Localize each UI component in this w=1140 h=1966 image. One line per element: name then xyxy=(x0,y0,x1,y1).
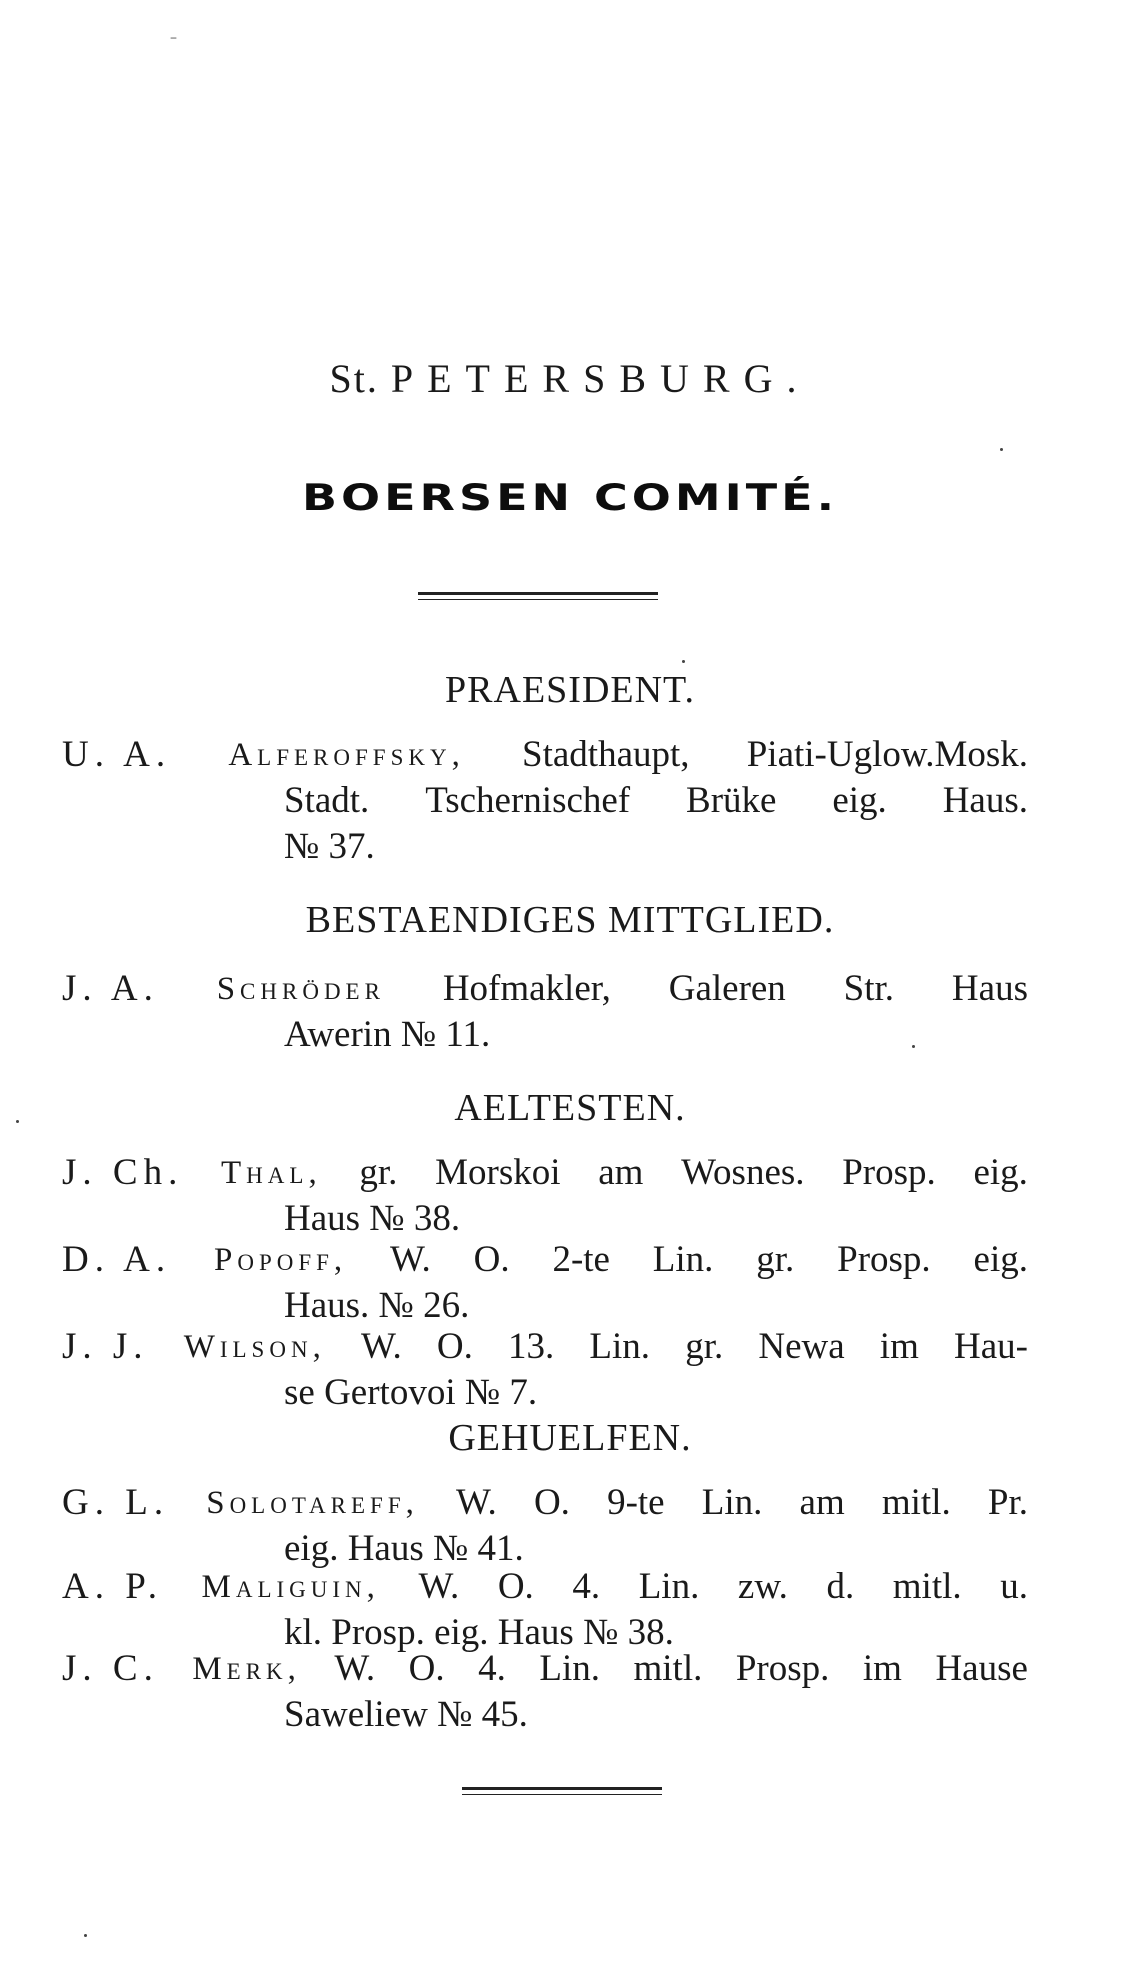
entry-line: Haus № 38. xyxy=(284,1198,461,1239)
entry-word: Haus xyxy=(951,968,1028,1009)
city-prefix: St. xyxy=(329,356,379,401)
entry-line: Awerin № 11. xyxy=(284,1014,491,1055)
entry-wilson xyxy=(62,1324,1028,1416)
entry-popoff xyxy=(62,1237,1028,1329)
entry-line xyxy=(62,1150,1028,1196)
print-speck xyxy=(912,1045,915,1048)
entry-surname: Thal, xyxy=(221,1155,322,1191)
entry-word: Lin. xyxy=(652,1239,714,1280)
entry-line: se Gertovoi № 7. xyxy=(284,1372,538,1413)
entry-word: eig. xyxy=(973,1239,1028,1280)
entry-word: Str. xyxy=(843,968,895,1009)
entry-line: Haus. № 26. xyxy=(284,1285,470,1326)
entry-line: Saweliew № 45. xyxy=(284,1694,528,1735)
entry-line xyxy=(62,966,1028,1012)
entry-line: № 37. xyxy=(284,826,375,867)
entry-line xyxy=(62,1646,1028,1692)
entry-word: Lin. xyxy=(589,1326,651,1367)
heading-praesident: PRAESIDENT. xyxy=(445,669,695,711)
entry-word: Lin. xyxy=(638,1566,700,1607)
entry-word: W. xyxy=(456,1482,497,1523)
entry-word: O. xyxy=(497,1566,534,1607)
entry-word: mitl. xyxy=(892,1566,962,1607)
entry-word: u. xyxy=(1000,1566,1028,1607)
entry-word: Prosp. xyxy=(842,1152,936,1193)
entry-line: eig. Haus № 41. xyxy=(284,1528,524,1569)
entry-word: 2-te xyxy=(552,1239,610,1280)
top-divider xyxy=(418,592,658,600)
entry-word: Prosp. xyxy=(837,1239,931,1280)
entry-word: Newa xyxy=(758,1326,845,1367)
entry-line xyxy=(62,1564,1028,1610)
heading-mitglied: BESTAENDIGES MITTGLIED. xyxy=(305,899,835,941)
entry-initials: U. A. xyxy=(62,734,172,775)
entry-word: Pr. xyxy=(987,1482,1028,1523)
print-speck xyxy=(16,1120,19,1123)
entry-word: O. xyxy=(533,1482,570,1523)
entry-word: 9-te xyxy=(607,1482,665,1523)
entry-word: O. xyxy=(473,1239,510,1280)
entry-word: O. xyxy=(408,1648,445,1689)
entry-surname: Merk, xyxy=(192,1651,301,1687)
entry-word: am xyxy=(799,1482,845,1523)
corner-mark: – xyxy=(170,30,177,46)
entry-word: Hause xyxy=(935,1648,1028,1689)
print-speck xyxy=(682,660,685,663)
entry-initials: J. A. xyxy=(62,968,159,1009)
entry-surname: Alferoffsky, xyxy=(228,737,465,773)
entry-line xyxy=(62,1324,1028,1370)
entry-word: Hau- xyxy=(954,1326,1028,1367)
entry-line xyxy=(62,1237,1028,1283)
bottom-divider xyxy=(462,1787,662,1795)
entry-alferoffsky xyxy=(62,732,1028,870)
entry-word: W. xyxy=(390,1239,431,1280)
entry-line: kl. Prosp. eig. Haus № 38. xyxy=(284,1612,674,1653)
entry-word: eig. xyxy=(973,1152,1028,1193)
heading-gehuelfen: GEHUELFEN. xyxy=(448,1417,692,1459)
entry-word: zw. xyxy=(737,1566,788,1607)
entry-word: im xyxy=(879,1326,919,1367)
entry-word: W. xyxy=(360,1326,402,1367)
entry-initials: A. P. xyxy=(62,1566,163,1607)
entry-word: W. xyxy=(334,1648,376,1689)
entry-word: Hofmakler, xyxy=(442,968,611,1009)
entry-surname: Wilson, xyxy=(183,1329,326,1365)
entry-line xyxy=(62,1480,1028,1526)
entry-initials: J. J. xyxy=(62,1326,149,1367)
entry-schroeder xyxy=(62,966,1028,1058)
entry-solotareff xyxy=(62,1480,1028,1572)
entry-word: Brüke xyxy=(686,780,777,821)
entry-word: Prosp. xyxy=(735,1648,830,1689)
entry-merk xyxy=(62,1646,1028,1738)
entry-initials: D. A. xyxy=(62,1239,172,1280)
print-speck xyxy=(84,1934,87,1937)
entry-word: 4. xyxy=(572,1566,601,1607)
city-name: PETERSBURG. xyxy=(390,356,811,401)
entry-initials: J. C. xyxy=(62,1648,159,1689)
entry-maliguin xyxy=(62,1564,1028,1656)
entry-word: Wosnes. xyxy=(681,1152,805,1193)
organization-title: BOERSEN COMITÉ. xyxy=(301,475,839,519)
entry-word: d. xyxy=(826,1566,855,1607)
entry-surname: Maliguin, xyxy=(201,1569,380,1605)
entry-initials: J. Ch. xyxy=(62,1152,184,1193)
entry-word: gr. xyxy=(685,1326,724,1367)
entry-word: im xyxy=(862,1648,902,1689)
entry-word: Lin. xyxy=(701,1482,763,1523)
entry-word: Tschernischef xyxy=(425,780,631,821)
entry-word: Lin. xyxy=(539,1648,600,1689)
entry-word: Haus. xyxy=(942,780,1028,821)
entry-word: eig. xyxy=(832,780,887,821)
entry-word: 13. xyxy=(508,1326,555,1367)
entry-initials: G. L. xyxy=(62,1482,170,1523)
entry-word: gr. xyxy=(756,1239,795,1280)
entry-word: mitl. xyxy=(881,1482,951,1523)
entry-word: Galeren xyxy=(668,968,786,1009)
heading-aeltesten: AELTESTEN. xyxy=(454,1087,686,1129)
entry-word: gr. xyxy=(359,1152,398,1193)
entry-word: O. xyxy=(436,1326,473,1367)
entry-word: Stadthaupt, xyxy=(522,734,690,775)
entry-word: Piati-Uglow.Mosk. xyxy=(746,734,1028,775)
entry-word: am xyxy=(598,1152,644,1193)
city-title xyxy=(0,355,1140,402)
entry-word: Morskoi xyxy=(435,1152,561,1193)
entry-surname: Solotareff, xyxy=(206,1485,419,1521)
entry-thal xyxy=(62,1150,1028,1242)
entry-word: W. xyxy=(418,1566,460,1607)
entry-word: 4. xyxy=(478,1648,506,1689)
entry-word: Stadt. xyxy=(284,780,370,821)
print-speck xyxy=(1000,448,1003,451)
entry-word: mitl. xyxy=(633,1648,703,1689)
entry-surname: Popoff, xyxy=(213,1242,348,1278)
entry-surname: Schröder xyxy=(216,971,385,1007)
entry-line xyxy=(62,732,1028,778)
entry-line xyxy=(62,778,1028,824)
